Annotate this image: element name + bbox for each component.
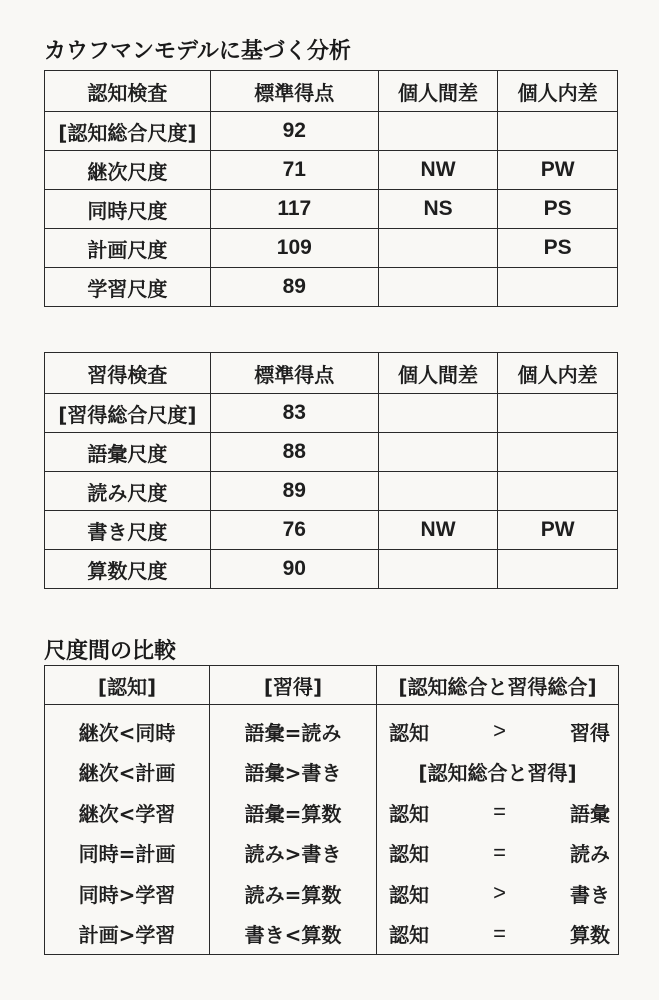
- column-header: [認知]: [45, 666, 210, 705]
- column-header: 認知検査: [45, 71, 211, 112]
- scale-comparison-table: [44, 665, 619, 955]
- inter-individual-diff: NW: [378, 151, 498, 190]
- total-comparison: [377, 792, 619, 833]
- comparison-right: 習得: [569, 720, 610, 745]
- inter-individual-diff: [378, 550, 498, 589]
- subheader-cognitive-vs-achievement: [認知総合と習得]: [377, 752, 619, 793]
- table-row: [45, 511, 618, 550]
- comparison-right: 語彙: [569, 801, 610, 826]
- table-row: [45, 873, 619, 914]
- total-comparison: [377, 914, 619, 955]
- comparison-operator: =: [493, 920, 506, 946]
- column-header: 個人内差: [498, 71, 618, 112]
- comparison-operator: =: [493, 839, 506, 865]
- scale-name: [習得総合尺度]: [45, 394, 211, 433]
- cognitive-comparison: 継次<同時: [45, 705, 210, 752]
- inter-individual-diff: NS: [378, 190, 498, 229]
- comparison-left: 認知: [389, 801, 429, 826]
- column-header: 個人間差: [378, 71, 498, 112]
- comparison-left: 認知: [389, 842, 429, 867]
- standard-score: 92: [210, 112, 378, 151]
- inter-individual-diff: [378, 268, 498, 307]
- scale-name: 語彙尺度: [45, 433, 211, 472]
- section-title-comparison: 尺度間の比較: [44, 639, 177, 664]
- table-row: [45, 914, 619, 955]
- total-comparison: [377, 705, 619, 752]
- scale-name: 算数尺度: [45, 550, 211, 589]
- standard-score: 109: [210, 229, 378, 268]
- standard-score: 117: [210, 190, 378, 229]
- intra-individual-diff: [498, 550, 618, 589]
- achievement-comparison: 語彙>書き: [210, 752, 377, 793]
- standard-score: 83: [210, 394, 378, 433]
- intra-individual-diff: [498, 112, 618, 151]
- inter-individual-diff: NW: [378, 511, 498, 550]
- table-row: [45, 752, 619, 793]
- standard-score: 76: [210, 511, 378, 550]
- comparison-right: 書き: [569, 882, 610, 907]
- inter-individual-diff: [378, 472, 498, 511]
- comparison-right: 読み: [569, 842, 610, 867]
- table-row: [45, 151, 618, 190]
- comparison-left: 認知: [389, 720, 429, 745]
- intra-individual-diff: PW: [498, 511, 618, 550]
- comparison-right: 算数: [569, 923, 610, 948]
- table-row: [45, 792, 619, 833]
- comparison-operator: >: [493, 718, 506, 744]
- inter-individual-diff: [378, 433, 498, 472]
- table-row: [45, 229, 618, 268]
- scale-name: 学習尺度: [45, 268, 211, 307]
- cognitive-scores-table: [44, 70, 618, 307]
- scale-name: 書き尺度: [45, 511, 211, 550]
- column-header: 個人内差: [498, 353, 618, 394]
- table-header-row: [45, 666, 619, 705]
- intra-individual-diff: PW: [498, 151, 618, 190]
- achievement-scores-table: [44, 352, 618, 589]
- intra-individual-diff: [498, 433, 618, 472]
- table-row: [45, 705, 619, 752]
- standard-score: 90: [210, 550, 378, 589]
- achievement-comparison: 読み=算数: [210, 873, 377, 914]
- standard-score: 88: [210, 433, 378, 472]
- scale-name: 継次尺度: [45, 151, 211, 190]
- column-header: [習得]: [210, 666, 377, 705]
- section-title-kaufman: カウフマンモデルに基づく分析: [44, 39, 351, 64]
- standard-score: 89: [210, 268, 378, 307]
- comparison-operator: >: [493, 880, 506, 906]
- total-comparison: [377, 833, 619, 874]
- cognitive-comparison: 継次<学習: [45, 792, 210, 833]
- table-header-row: [45, 71, 618, 112]
- table-row: [45, 190, 618, 229]
- column-header: 標準得点: [210, 353, 378, 394]
- scale-name: 計画尺度: [45, 229, 211, 268]
- intra-individual-diff: [498, 472, 618, 511]
- scale-name: 読み尺度: [45, 472, 211, 511]
- intra-individual-diff: [498, 394, 618, 433]
- column-header: 個人間差: [378, 353, 498, 394]
- table-row: [45, 472, 618, 511]
- cognitive-comparison: 同時>学習: [45, 873, 210, 914]
- cognitive-comparison: 同時=計画: [45, 833, 210, 874]
- achievement-comparison: 語彙=算数: [210, 792, 377, 833]
- table-row: [45, 433, 618, 472]
- table-row: [45, 550, 618, 589]
- inter-individual-diff: [378, 229, 498, 268]
- cognitive-comparison: 継次<計画: [45, 752, 210, 793]
- table-row: [45, 833, 619, 874]
- column-header: [認知総合と習得総合]: [377, 666, 619, 705]
- comparison-operator: =: [493, 799, 506, 825]
- table-header-row: [45, 353, 618, 394]
- intra-individual-diff: [498, 268, 618, 307]
- column-header: 習得検査: [45, 353, 211, 394]
- cognitive-comparison: 計画>学習: [45, 914, 210, 955]
- table-row: [45, 112, 618, 151]
- table-row: [45, 268, 618, 307]
- total-comparison: [377, 873, 619, 914]
- table-row: [45, 394, 618, 433]
- comparison-left: 認知: [389, 923, 429, 948]
- comparison-left: 認知: [389, 882, 429, 907]
- scale-name: [認知総合尺度]: [45, 112, 211, 151]
- achievement-comparison: 書き<算数: [210, 914, 377, 955]
- achievement-comparison: 語彙=読み: [210, 705, 377, 752]
- achievement-comparison: 読み>書き: [210, 833, 377, 874]
- inter-individual-diff: [378, 112, 498, 151]
- intra-individual-diff: PS: [498, 190, 618, 229]
- column-header: 標準得点: [210, 71, 378, 112]
- standard-score: 71: [210, 151, 378, 190]
- scale-name: 同時尺度: [45, 190, 211, 229]
- inter-individual-diff: [378, 394, 498, 433]
- intra-individual-diff: PS: [498, 229, 618, 268]
- standard-score: 89: [210, 472, 378, 511]
